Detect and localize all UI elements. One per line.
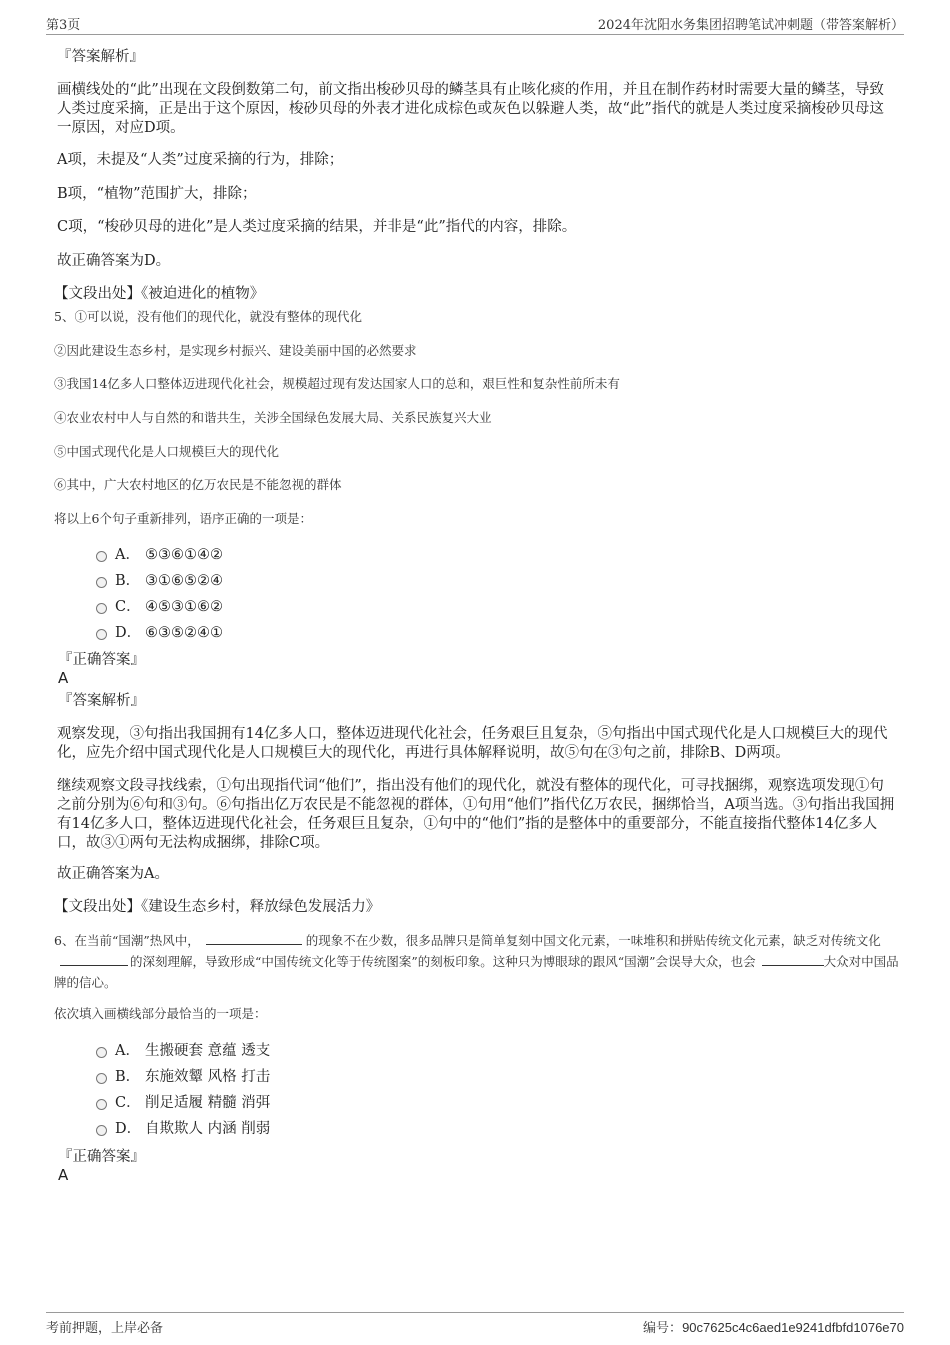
- q5-correct-answer: A: [58, 669, 69, 687]
- q5-correct-label: 『正确答案』: [58, 652, 145, 668]
- option-letter: B．: [115, 1069, 141, 1085]
- radio-icon[interactable]: [96, 1073, 107, 1084]
- q6-option-a[interactable]: [96, 1041, 270, 1061]
- q5-sentence-1: 5、①可以说，没有他们的现代化，就没有整体的现代化: [54, 309, 362, 324]
- option-text: 生搬硬套 意蕴 透支: [145, 1043, 271, 1059]
- option-text: 东施效颦 风格 打击: [145, 1069, 271, 1085]
- radio-icon[interactable]: [96, 551, 107, 562]
- q6-stem-part-4: 大众对中国品牌的信心。: [54, 954, 899, 990]
- q4-analysis-c: C项，“梭砂贝母的进化”是人类过度采摘的结果，并非是“此”指代的内容，排除。: [57, 219, 577, 235]
- page-number: 第3页: [46, 18, 81, 33]
- q4-conclusion: 故正确答案为D。: [57, 253, 171, 269]
- q6-correct-answer: A: [58, 1166, 69, 1184]
- q5-analysis-paragraph-2: 继续观察文段寻找线索，①句出现指代词“他们”，指出没有他们的现代化，就没有整体的现代化，可寻找捆绑，观察选项发现①句之前分别为⑥句和③句。⑥句指出亿万农民是不能忽视的群体，①句用“他们”指代亿万农民，捆绑恰当，A项当选。③句指出我国拥有14亿多人口，整体迈进现代化社会，任务艰巨且复杂，①句中的“他们”指的是整体中的重要部分，不能直接指代整体14亿多人口，故③①两句无法构成捆绑，排除C项。: [57, 778, 895, 851]
- footer-code: [643, 1317, 904, 1336]
- q5-option-d[interactable]: [96, 623, 223, 643]
- q6-stem-part-1: 6、在当前“国潮”热风中，: [54, 933, 200, 948]
- option-letter: D．: [115, 625, 142, 641]
- page-header: [46, 14, 904, 35]
- q4-analysis-label: 『答案解析』: [57, 49, 144, 65]
- radio-icon[interactable]: [96, 1125, 107, 1136]
- blank-1: [206, 932, 302, 945]
- q6-stem-part-2: 的现象不在少数，很多品牌只是简单复刻中国文化元素，一味堆积和拼贴传统文化元素，缺乏对传统文化: [305, 933, 881, 948]
- q4-analysis-paragraph: 画横线处的“此”出现在文段倒数第二句，前文指出梭砂贝母的鳞茎具有止咳化痰的作用，并且在制作药材时需要大量的鳞茎，导致人类过度采摘，正是出于这个原因，梭砂贝母的外表才进化成棕色或灰色以躲避人类，故“此”指代的就是人类过度采摘梭砂贝母这一原因，对应D项。: [57, 82, 884, 136]
- option-text: 削足适履 精髓 消弭: [145, 1095, 271, 1111]
- q5-sentence-6: ⑥其中，广大农村地区的亿万农民是不能忽视的群体: [54, 477, 342, 492]
- q5-option-b[interactable]: [96, 571, 223, 591]
- footer-code-value: 90c7625c4c6aed1e9241dfbfd1076e70: [682, 1320, 904, 1335]
- option-text: ⑤③⑥①④②: [145, 547, 223, 563]
- q4-source: 【文段出处】《被迫进化的植物》: [54, 286, 265, 302]
- blank-3: [762, 953, 824, 966]
- option-letter: C．: [115, 599, 141, 615]
- option-text: ③①⑥⑤②④: [145, 573, 223, 589]
- q5-analysis-label: 『答案解析』: [58, 693, 145, 709]
- document-title: 2024年沈阳水务集团招聘笔试冲刺题（带答案解析）: [597, 18, 904, 33]
- q5-conclusion: 故正确答案为A。: [57, 866, 169, 882]
- q5-sentence-4: ④农业农村中人与自然的和谐共生，关涉全国绿色发展大局、关系民族复兴大业: [54, 410, 492, 425]
- q6-correct-label: 『正确答案』: [58, 1149, 145, 1165]
- radio-icon[interactable]: [96, 629, 107, 640]
- option-text: ④⑤③①⑥②: [145, 599, 223, 615]
- q5-sentence-2: ②因此建设生态乡村，是实现乡村振兴、建设美丽中国的必然要求: [54, 343, 417, 358]
- radio-icon[interactable]: [96, 1047, 107, 1058]
- option-letter: A．: [115, 547, 140, 563]
- q6-prompt: 依次填入画横线部分最恰当的一项是：: [54, 1006, 267, 1021]
- q5-analysis-paragraph-1: 观察发现，③句指出我国拥有14亿多人口，整体迈进现代化社会，任务艰巨且复杂，⑤句指出中国式现代化是人口规模巨大的现代化，应先介绍中国式现代化是人口规模巨大的现代化，再进行具体解释说明，故⑤句在③句之前，排除B、D两项。: [57, 726, 888, 761]
- q5-source: 【文段出处】《建设生态乡村，释放绿色发展活力》: [54, 899, 381, 915]
- option-letter: A．: [115, 1043, 140, 1059]
- q6-option-c[interactable]: [96, 1093, 270, 1113]
- option-text: 自欺欺人 内涵 削弱: [145, 1121, 271, 1137]
- q5-prompt: 将以上6个句子重新排列，语序正确的一项是：: [54, 511, 312, 526]
- radio-icon[interactable]: [96, 1099, 107, 1110]
- q4-analysis-a: A项，未提及“人类”过度采摘的行为，排除；: [57, 152, 344, 168]
- q6-stem: [54, 930, 902, 993]
- q5-sentence-5: ⑤中国式现代化是人口规模巨大的现代化: [54, 444, 280, 459]
- q6-option-d[interactable]: [96, 1119, 270, 1139]
- radio-icon[interactable]: [96, 603, 107, 614]
- q5-option-c[interactable]: [96, 597, 223, 617]
- q4-analysis-b: B项，“植物”范围扩大，排除；: [57, 186, 257, 202]
- option-letter: D．: [115, 1121, 142, 1137]
- option-text: ⑥③⑤②④①: [145, 625, 223, 641]
- footer-code-label: 编号：: [643, 1321, 683, 1336]
- q5-option-a[interactable]: [96, 545, 223, 565]
- q5-sentence-3: ③我国14亿多人口整体迈进现代化社会，规模超过现有发达国家人口的总和，艰巨性和复杂性前所未有: [54, 376, 620, 391]
- radio-icon[interactable]: [96, 577, 107, 588]
- q6-stem-part-3: 的深刻理解，导致形成“中国传统文化等于传统图案”的刻板印象。这种只为博眼球的跟风“国潮”会误导大众，也会: [130, 954, 756, 969]
- q6-option-b[interactable]: [96, 1067, 270, 1087]
- footer-slogan: 考前押题，上岸必备: [46, 1321, 164, 1336]
- page-footer: [46, 1312, 904, 1335]
- blank-2: [60, 953, 128, 966]
- option-letter: C．: [115, 1095, 141, 1111]
- option-letter: B．: [115, 573, 141, 589]
